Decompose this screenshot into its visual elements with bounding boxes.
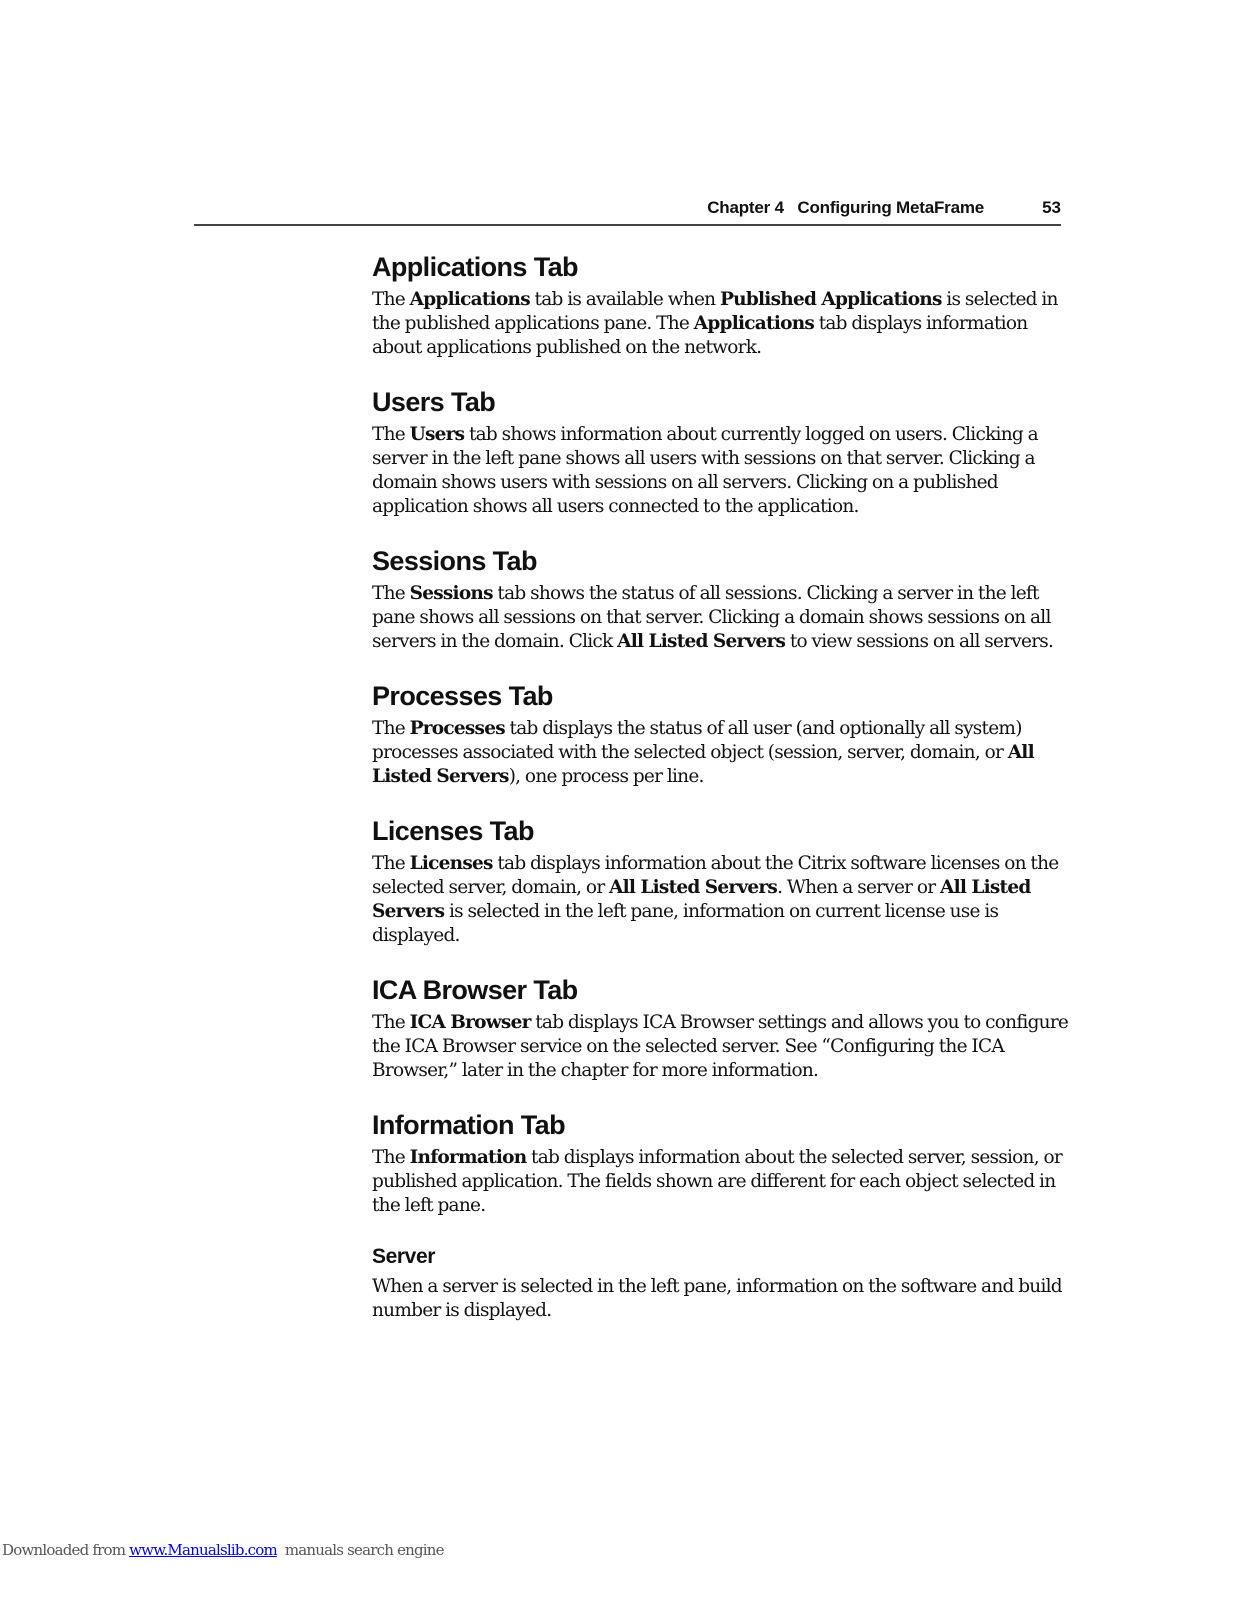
section-body: The Licenses tab displays information about the Citrix software licenses on the selected server, domain, or All Listed Servers. When a server or All Listed Servers is selected in the left pane, information on current license use is displayed.: [372, 853, 1059, 946]
section-heading: ICA Browser Tab: [372, 975, 578, 1005]
section-body: The Processes tab displays the status of all user (and optionally all system) processes associated with the selected object (session, server, domain, or All Listed Servers), one process per line.: [372, 718, 1034, 787]
footer-prefix: Downloaded from: [2, 1541, 130, 1559]
subsection-body: When a server is selected in the left pane, information on the software and build number is displayed.: [372, 1276, 1062, 1321]
section-heading: Licenses Tab: [372, 816, 534, 846]
section-processes-tab: [372, 679, 1072, 789]
section-ica-browser-tab: [372, 973, 1072, 1083]
chapter-title: Chapter 4 Configuring MetaFrame: [707, 198, 984, 217]
section-applications-tab: [372, 250, 1072, 360]
manualslib-link[interactable]: www.Manualslib.com: [129, 1541, 277, 1559]
section-body: The Applications tab is available when Published Applications is selected in the published applications pane. The Applications tab displays information about applications published on the network.: [372, 289, 1058, 358]
section-body: The Sessions tab shows the status of all sessions. Clicking a server in the left pane shows all sessions on that server. Clicking a domain shows sessions on all servers in the domain. Click All Listed Servers to view sessions on all servers.: [372, 583, 1054, 652]
section-body: The Users tab shows information about currently logged on users. Clicking a server in the left pane shows all users with sessions on that server. Clicking a domain shows users with sessions on all servers. Clicking on a published application shows all users connected to the application.: [372, 424, 1038, 517]
subsection-server: [372, 1243, 1072, 1323]
section-sessions-tab: [372, 544, 1072, 654]
section-heading: Applications Tab: [372, 252, 578, 282]
section-body: The Information tab displays information about the selected server, session, or published application. The fields shown are different for each object selected in the left pane.: [372, 1147, 1062, 1216]
section-body: The ICA Browser tab displays ICA Browser settings and allows you to configure the ICA Browser service on the selected server. See “Configuring the ICA Browser,” later in the chapter for more information.: [372, 1012, 1069, 1081]
page-header: [194, 196, 1061, 226]
section-users-tab: [372, 385, 1072, 519]
section-heading: Information Tab: [372, 1110, 565, 1140]
download-footer: [2, 1541, 444, 1559]
page-number: 53: [1042, 198, 1061, 217]
page-content: [372, 250, 1072, 1348]
section-heading: Users Tab: [372, 387, 496, 417]
section-licenses-tab: [372, 814, 1072, 948]
section-heading: Sessions Tab: [372, 546, 537, 576]
section-heading: Processes Tab: [372, 681, 553, 711]
footer-suffix: manuals search engine: [276, 1541, 444, 1559]
section-information-tab: [372, 1108, 1072, 1218]
subsection-heading: Server: [372, 1245, 435, 1268]
